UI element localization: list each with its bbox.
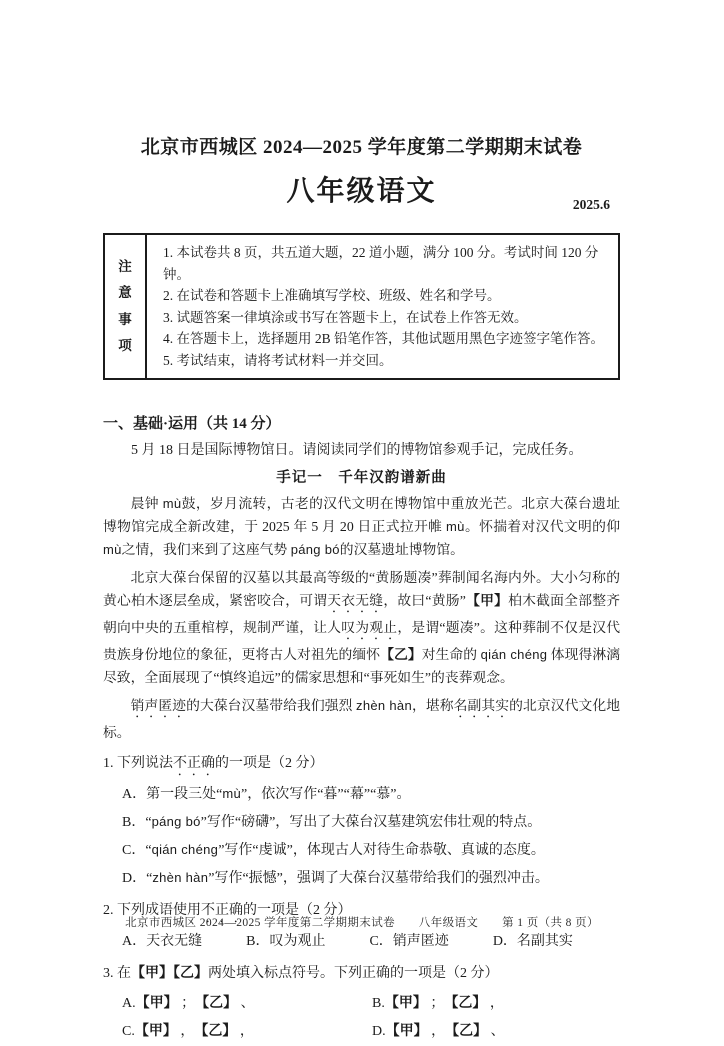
text-segment: 【乙】 bbox=[452, 1024, 488, 1039]
text-segment: ”，依次写作“暮”“幕”“慕”。 bbox=[241, 787, 411, 802]
text-segment: ”写作“磅礴”，写出了大葆台汉墓建筑宏伟壮观的特点。 bbox=[200, 815, 542, 830]
text-segment: 【乙】 bbox=[202, 996, 238, 1011]
text-segment: ； bbox=[177, 996, 203, 1011]
question-3-option-a bbox=[122, 990, 372, 1018]
passage-paragraph-1 bbox=[103, 492, 620, 561]
text-segment: A．第一段三处“ bbox=[122, 787, 223, 802]
text-segment: 晨钟 bbox=[130, 496, 163, 511]
paper-title: 北京市西城区 2024—2025 学年度第二学期期末试卷 bbox=[140, 137, 583, 158]
text-segment: 名副其实 bbox=[453, 698, 510, 713]
notice-box bbox=[103, 233, 620, 380]
text-segment: 【乙】 bbox=[201, 1024, 237, 1039]
text-segment: ， bbox=[176, 1024, 202, 1039]
question-3-option-c bbox=[122, 1018, 372, 1046]
question-2-option-c: C．销声匿迹 bbox=[369, 934, 449, 949]
text-segment: 、 bbox=[487, 1024, 505, 1039]
notice-item: 2. 在试卷和答题卡上准确填写学校、班级、姓名和学号。 bbox=[163, 288, 501, 303]
exam-body bbox=[103, 412, 620, 1046]
text-segment: 北京大葆台保留的汉墓以其最高等级的“黄肠题凑”葬制闻名海内外。大小匀称的黄心柏木逐层垒成，紧密咬合，可谓 bbox=[103, 570, 620, 608]
text-segment: 【甲】 bbox=[131, 966, 173, 981]
text-segment: ，堪称 bbox=[411, 698, 454, 713]
text-segment: 【甲】 bbox=[384, 996, 427, 1011]
text-segment: 1. 下列说法 bbox=[103, 756, 173, 771]
question-1-option-c bbox=[103, 838, 620, 863]
text-segment: C. bbox=[122, 1024, 135, 1039]
text-segment: 的大葆台汉墓带给我们强烈 bbox=[186, 698, 357, 713]
notice-item: 3. 试题答案一律填涂或书写在答题卡上，在试卷上作答无效。 bbox=[163, 309, 528, 325]
text-segment: D. bbox=[372, 1024, 386, 1039]
question-1-stem bbox=[103, 752, 620, 779]
question-3 bbox=[103, 962, 620, 1046]
text-segment: páng bó bbox=[290, 542, 340, 557]
text-segment: qián chéng bbox=[480, 647, 548, 662]
question-2-options bbox=[103, 930, 620, 954]
text-segment: mù bbox=[446, 519, 465, 534]
notice-label bbox=[105, 235, 147, 378]
text-segment: ， bbox=[236, 1024, 254, 1039]
text-segment: 3. 在 bbox=[103, 966, 131, 981]
text-segment: 【甲】 bbox=[465, 593, 509, 608]
text-segment: 【乙】 bbox=[451, 996, 487, 1011]
page-footer: 北京市西城区 2024—2025 学年度第二学期期末试卷 八年级语文 第 1 页（共 8 页） bbox=[125, 917, 599, 929]
text-segment: mù bbox=[222, 786, 241, 801]
text-segment: 体现得淋漓尽致，全面展现了“慎终追远”的儒家思想和“事死如生”的丧葬观念。 bbox=[103, 647, 621, 685]
question-2-option-a: A．天衣无缝 bbox=[122, 934, 203, 949]
text-segment: 2. 下列成语使用 bbox=[103, 903, 201, 918]
text-segment: B．“ bbox=[122, 815, 152, 830]
text-segment: ， bbox=[427, 1024, 453, 1039]
text-segment: 【甲】 bbox=[135, 996, 178, 1011]
text-segment: 【甲】 bbox=[134, 1024, 177, 1039]
text-segment: C．“ bbox=[122, 843, 152, 858]
text-segment: ”写作“虔诚”，体现古人对待生命恭敬、真诚的态度。 bbox=[218, 843, 545, 858]
question-1-option-d bbox=[103, 866, 620, 891]
subject-row bbox=[103, 169, 620, 213]
question-1 bbox=[103, 752, 620, 891]
exam-date: 2025.6 bbox=[572, 197, 610, 212]
question-3-stem bbox=[103, 962, 620, 986]
text-segment: ， bbox=[486, 996, 504, 1011]
text-segment: ，故曰“黄肠” bbox=[383, 593, 466, 608]
text-segment: 【乙】 bbox=[380, 647, 422, 662]
text-segment: 【乙】 bbox=[173, 966, 208, 981]
question-1-option-b bbox=[103, 810, 620, 835]
text-segment: 销声匿迹 bbox=[130, 698, 187, 713]
text-segment: 的汉墓遗址博物馆。 bbox=[339, 542, 464, 557]
text-segment: 不正确 bbox=[173, 756, 215, 771]
text-segment: zhèn hàn bbox=[152, 870, 209, 885]
section-intro: 5 月 18 日是国际博物馆日。请阅读同学们的博物馆参观手记，完成任务。 bbox=[131, 443, 583, 458]
text-segment: ，是谓“题凑”。这种葬制不仅是汉代贵族身份地位的象征，更将古人对祖先的缅怀 bbox=[103, 620, 621, 662]
text-segment: 、 bbox=[237, 996, 255, 1011]
text-segment: 叹为观止 bbox=[341, 620, 398, 635]
text-segment: páng bó bbox=[151, 814, 201, 829]
notice-list bbox=[147, 235, 618, 378]
question-3-options bbox=[103, 990, 620, 1046]
text-segment: 的一项是（2 分） bbox=[215, 756, 324, 771]
passage-paragraph-3 bbox=[103, 694, 620, 744]
text-segment: 天衣无缝 bbox=[327, 593, 384, 608]
notice-item: 1. 本试卷共 8 页，共五道大题，22 道小题，满分 100 分。考试时间 120 分钟。 bbox=[163, 245, 599, 282]
text-segment: 的北京汉代文化地标。 bbox=[103, 698, 621, 740]
question-3-option-b bbox=[372, 990, 622, 1018]
question-1-option-a bbox=[103, 782, 620, 807]
subject-title: 八年级语文 bbox=[286, 175, 437, 206]
section-heading: 一、基础·运用（共 14 分） bbox=[103, 416, 281, 432]
passage-paragraph-2 bbox=[103, 566, 620, 689]
text-segment: ； bbox=[426, 996, 452, 1011]
text-segment: B. bbox=[372, 996, 385, 1011]
question-3-option-d bbox=[372, 1018, 622, 1046]
notice-item: 5. 考试结束，请将考试材料一并交回。 bbox=[163, 352, 393, 368]
text-segment: 。怀揣着对汉代文明的仰 bbox=[464, 519, 620, 534]
question-2-option-b: B．叹为观止 bbox=[246, 934, 326, 949]
notice-item: 4. 在答题卡上，选择题用 2B 铅笔作答，其他试题用黑色字迹签字笔作答。 bbox=[163, 331, 605, 346]
text-segment: 之情，我们来到了这座气势 bbox=[121, 542, 291, 557]
text-segment: 不正确 bbox=[201, 903, 243, 918]
text-segment: 鼓，岁月流转，古老的汉代文明在博物馆中重放光芒。北京大葆台遗址博物馆完成全新改建，于 2025 年 5 月 20 日正式拉开帷 bbox=[103, 496, 621, 534]
text-segment: ”写作“振憾”，强调了大葆台汉墓带给我们的强烈冲击。 bbox=[208, 871, 549, 886]
page-header bbox=[103, 132, 620, 213]
notice-label-text: 注意事项 bbox=[118, 258, 132, 353]
text-segment: zhèn hàn bbox=[356, 698, 412, 713]
text-segment: 柏木截面全部整齐朝向中央的五重棺椁，规制严谨，让人 bbox=[103, 593, 621, 635]
text-segment: mù bbox=[162, 496, 182, 511]
text-segment: mù bbox=[103, 542, 122, 557]
text-segment: qián chéng bbox=[151, 842, 219, 857]
question-2-option-d: D．名副其实 bbox=[492, 934, 573, 949]
text-segment: 的一项是（2 分） bbox=[243, 903, 352, 918]
text-segment: D．“ bbox=[122, 871, 153, 886]
text-segment: A. bbox=[122, 996, 136, 1011]
text-segment: 对生命的 bbox=[421, 647, 481, 662]
passage-subtitle: 手记一 千年汉韵谱新曲 bbox=[276, 470, 447, 486]
text-segment: 【甲】 bbox=[385, 1024, 428, 1039]
text-segment: 两处填入标点符号。下列正确的一项是（2 分） bbox=[208, 966, 499, 981]
